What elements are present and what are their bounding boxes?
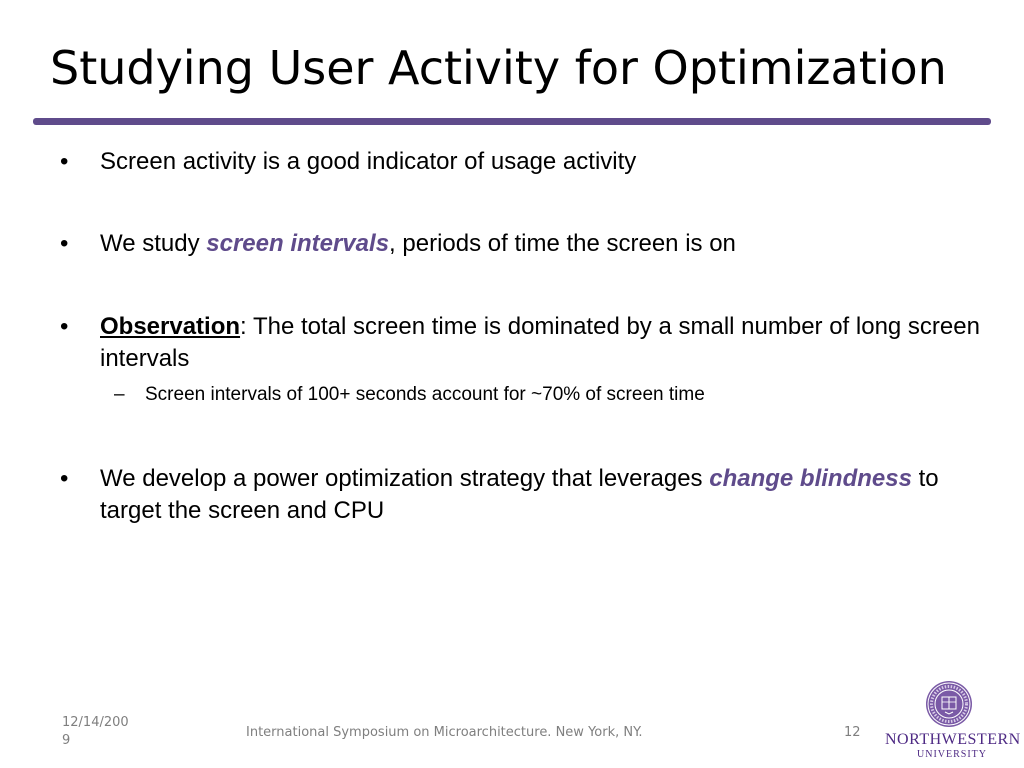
- footer-conference: International Symposium on Microarchitecture. New York, NY.: [246, 725, 643, 740]
- bullet-marker: •: [60, 230, 69, 257]
- bullet-4-emphasis: change blindness: [709, 465, 912, 492]
- logo-name: NORTHWESTERN: [885, 731, 1021, 748]
- bullet-4-pre: We develop a power optimization strategy that leverages: [100, 465, 710, 492]
- footer-date-line1: 12/14/200: [62, 715, 129, 730]
- bullet-marker: •: [60, 465, 69, 492]
- footer-date-line2: 9: [62, 733, 71, 748]
- footer-page-number: 12: [844, 725, 861, 740]
- university-seal-icon: [925, 680, 973, 728]
- logo-subtitle: UNIVERSITY: [917, 749, 987, 760]
- bullet-marker: •: [60, 313, 69, 340]
- footer-date: [62, 714, 129, 750]
- bullet-4-post: to target the screen and CPU: [100, 465, 939, 524]
- university-logo: [885, 731, 1019, 761]
- bullet-2-emphasis: screen intervals: [206, 230, 390, 257]
- sub-bullet-marker: –: [114, 384, 125, 405]
- bullet-3-text: [100, 311, 980, 375]
- bullet-1-text: Screen activity is a good indicator of usage activity: [100, 148, 637, 175]
- bullet-4-text: [100, 463, 980, 527]
- slide-title: Studying User Activity for Optimization: [50, 41, 947, 95]
- bullet-2-text: [100, 228, 980, 260]
- bullet-2-pre: We study: [100, 230, 207, 257]
- title-divider: [33, 118, 991, 125]
- bullet-3-lead: Observation: [100, 313, 241, 340]
- bullet-2-post: , periods of time the screen is on: [389, 230, 736, 257]
- bullet-marker: •: [60, 148, 69, 175]
- bullet-3-post: : The total screen time is dominated by a small number of long screen intervals: [100, 313, 980, 372]
- sub-bullet-1-text: Screen intervals of 100+ seconds account for ~70% of screen time: [145, 384, 705, 405]
